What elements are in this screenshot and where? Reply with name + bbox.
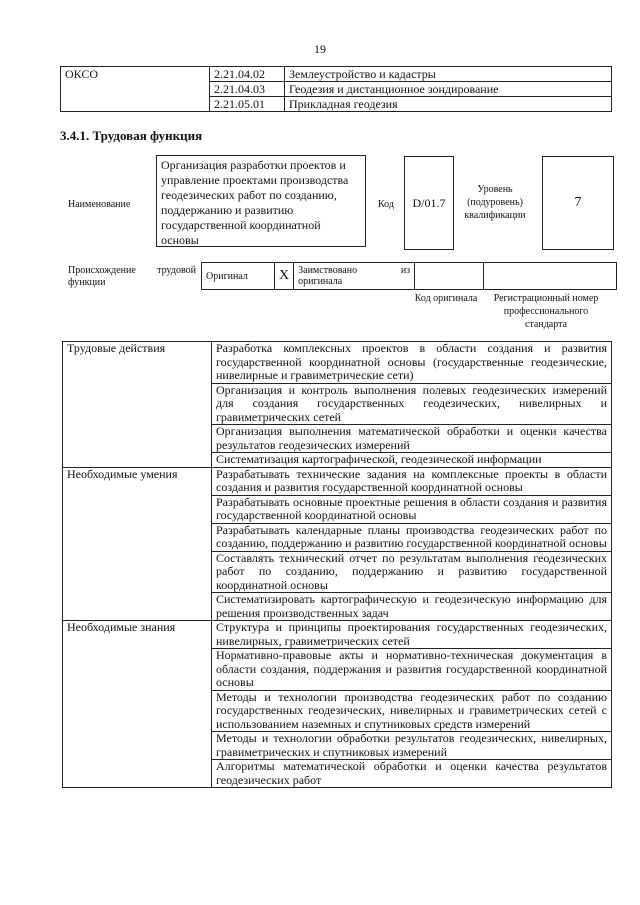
table-cell: Разрабатывать основные проектные решения в области создания и развития государственной координатной основы	[212, 495, 612, 523]
origin-table	[201, 262, 617, 290]
page-number: 19	[314, 42, 326, 56]
function-name-label: Наименование	[68, 199, 131, 210]
labor-function-table	[62, 341, 612, 788]
origin-label-word2: трудовой	[157, 265, 196, 276]
borrowed-word2: из	[400, 265, 411, 276]
borrowed-word1: Заимствовано	[298, 265, 358, 276]
okso-label: ОКСО	[61, 67, 210, 112]
okso-code: 2.21.05.01	[210, 97, 285, 112]
row-label-skills: Необходимые умения	[63, 467, 212, 621]
table-cell: Организация и контроль выполнения полевых геодезических измерений для создания государственных геодезических, нивелирных и гравиметрических сетей	[212, 383, 612, 425]
table-cell: Разрабатывать календарные планы производства геодезических работ по созданию, поддержанию и развитию государственной координатной основы	[212, 523, 612, 551]
table-cell: Методы и технологии производства геодезических работ по созданию государственных геодезических, нивелирных и гравиметрических сетей с использованием наземных и спутниковых средств измерений	[212, 690, 612, 732]
table-cell: Организация выполнения математической обработки и оценки качества результатов геодезических измерений	[212, 425, 612, 453]
origin-label-word1: Происхождение	[68, 265, 136, 276]
row-label-actions: Трудовые действия	[63, 342, 212, 468]
original-cell: Оригинал	[202, 263, 275, 290]
table-cell: Разрабатывать технические задания на комплексные проекты в области создания и развития государственной координатной основы	[212, 467, 612, 495]
table-cell: Разработка комплексных проектов в области создания и развития государственной координатной основы (государственные геодезические, нивелирные и гравиметрические сети)	[212, 342, 612, 384]
table-row	[63, 342, 612, 384]
row-label-knowledge: Необходимые знания	[63, 621, 212, 788]
table-cell: Систематизация картографической, геодезической информации	[212, 453, 612, 468]
table-cell: Нормативно-правовые акты и нормативно-техническая документация в области создания, поддержания и развития государственной координатной основы	[212, 649, 612, 691]
table-cell: Систематизировать картографическую и геодезическую информацию для решения производственных задач	[212, 593, 612, 621]
okso-name: Прикладная геодезия	[285, 97, 612, 112]
okso-name: Геодезия и дистанционное зондирование	[285, 82, 612, 97]
okso-code: 2.21.04.02	[210, 67, 285, 82]
table-row	[63, 621, 612, 649]
table-row	[63, 467, 612, 495]
registration-number-cell	[484, 263, 617, 290]
original-mark: X	[275, 263, 294, 290]
origin-label-line2: функции	[68, 277, 106, 288]
origin-label	[68, 265, 196, 289]
function-code-label: Код	[378, 199, 394, 210]
section-title: 3.4.1. Трудовая функция	[60, 128, 203, 143]
code-original-cell	[415, 263, 484, 290]
okso-row	[61, 67, 612, 82]
table-cell: Алгоритмы математической обработки и оценки качества результатов геодезических работ	[212, 760, 612, 788]
borrowed-cell	[294, 263, 415, 290]
table-cell: Структура и принципы проектирования государственных геодезических, нивелирных, гравиметрических сетей	[212, 621, 612, 649]
borrowed-line2: оригинала	[298, 276, 343, 287]
okso-name: Землеустройство и кадастры	[285, 67, 612, 82]
code-original-caption: Код оригинала	[414, 293, 478, 304]
okso-table	[60, 66, 612, 112]
registration-number-caption: Регистрационный номер профессионального стандарта	[493, 293, 599, 330]
qualification-level-value: 7	[542, 156, 614, 250]
function-code-value: D/01.7	[404, 156, 454, 250]
okso-code: 2.21.04.03	[210, 82, 285, 97]
table-cell: Составлять технический отчет по результатам выполнения геодезических работ по созданию, поддержанию и развитию государственной координатной основы	[212, 551, 612, 593]
qualification-level-label: Уровень (подуровень) квалификации	[464, 184, 526, 221]
function-name-value: Организация разработки проектов и управление проектами производства геодезических работ по созданию, поддержанию и развитию государственной координатной основы	[156, 155, 366, 247]
table-cell: Методы и технологии обработки результатов геодезических, нивелирных, гравиметрических и спутниковых измерений	[212, 732, 612, 760]
